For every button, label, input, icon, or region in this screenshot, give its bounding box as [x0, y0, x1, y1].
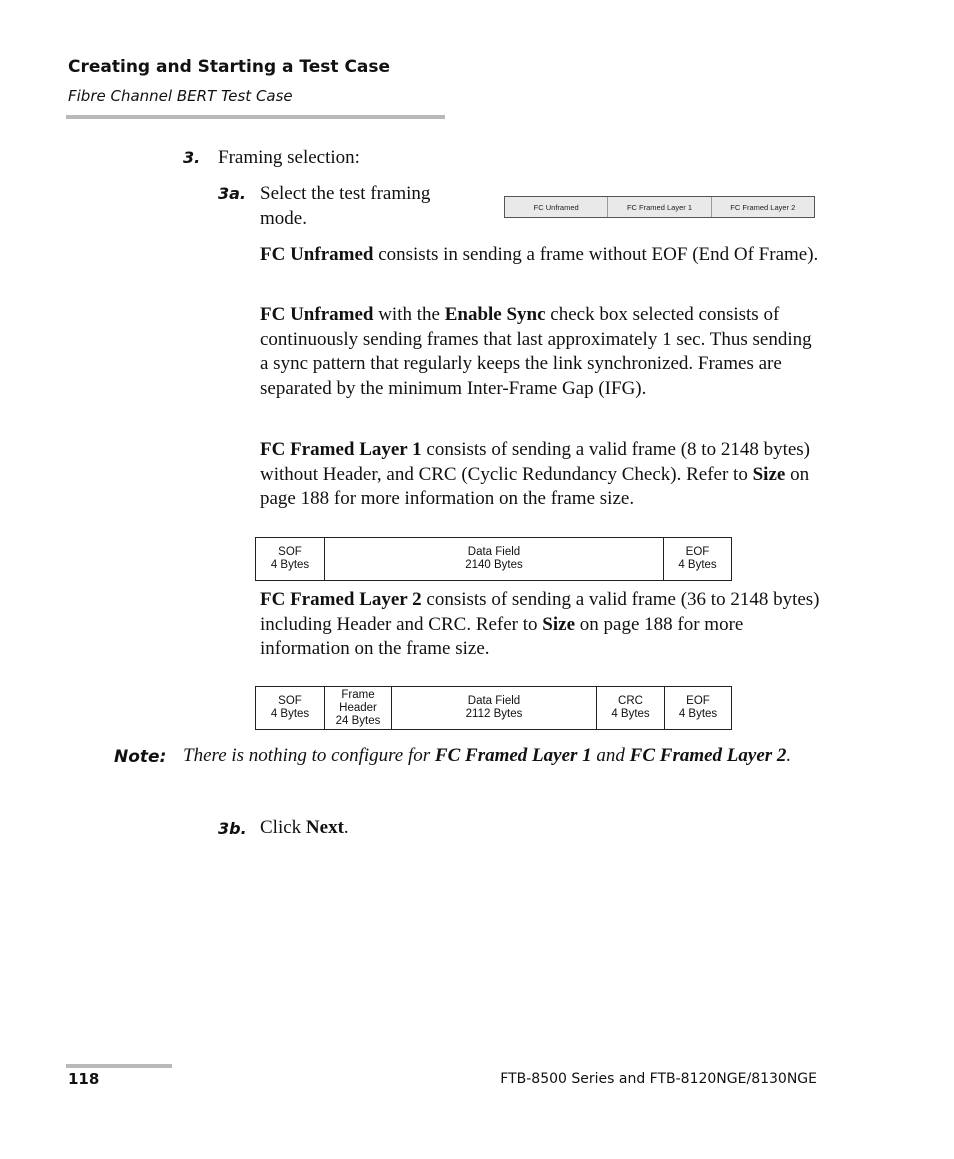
paragraph-text: check box selected consists of continuously sending frames that last approximately 1 sec. Thus sending a sync pattern that regularly keeps the link synchronized. Frames are separated by the minimum Inter-Frame Gap (IFG). — [260, 304, 812, 399]
cell-name: EOF — [685, 546, 710, 558]
term-fc-unframed: FC Unframed — [260, 304, 374, 325]
header-rule — [66, 115, 445, 119]
note-text-part: and — [591, 745, 630, 766]
frame-cell-crc — [597, 687, 665, 729]
paragraph-text: on page 188 for more information on the frame size. — [260, 613, 744, 660]
cell-name: EOF — [686, 695, 710, 707]
cell-size: 4 Bytes — [678, 708, 718, 720]
frame-cell-frame-header — [325, 687, 392, 729]
paragraph-text: with the — [373, 304, 445, 325]
paragraph-fc-framed-layer-2 — [260, 588, 820, 662]
cell-size: 4 Bytes — [678, 559, 717, 571]
frame-cell-sof — [255, 687, 325, 729]
cell-size: 4 Bytes — [270, 708, 310, 720]
note-text — [183, 744, 823, 769]
step-3-text: Framing selection: — [218, 147, 360, 168]
term-fc-framed-layer-1: FC Framed Layer 1 — [260, 439, 422, 460]
frame-cell-eof — [665, 687, 731, 729]
term-fc-framed-layer-1: FC Framed Layer 1 — [434, 745, 592, 766]
term-fc-unframed: FC Unframed — [260, 244, 374, 265]
paragraph-text: on page 188 for more information on the frame size. — [260, 463, 810, 510]
frame-diagram-layer-2 — [255, 686, 732, 730]
frame-diagram-layer-1 — [255, 537, 732, 581]
cell-name: Data Field — [467, 546, 521, 558]
cell-name: Data Field — [467, 695, 521, 707]
term-enable-sync: Enable Sync — [444, 304, 546, 325]
paragraph-text: consists of sending a valid frame (36 to 2148 bytes) including Header and CRC. Refer to — [260, 589, 820, 635]
term-fc-framed-layer-2: FC Framed Layer 2 — [260, 589, 422, 610]
footer-rule — [66, 1064, 172, 1068]
step-3a-text: Select the test framing mode. — [260, 183, 431, 229]
note-text-part: . — [786, 745, 792, 766]
cell-size: 4 Bytes — [611, 708, 650, 720]
cell-size: 24 Bytes — [335, 714, 381, 727]
product-name: FTB-8500 Series and FTB-8120NGE/8130NGE — [500, 1071, 817, 1087]
note-label: Note: — [114, 747, 167, 767]
tab-fc-unframed[interactable]: FC Unframed — [505, 197, 608, 217]
step-text: . — [343, 817, 349, 838]
step-3b-number: 3b. — [218, 819, 247, 838]
term-next: Next — [305, 817, 344, 838]
tab-fc-framed-layer-2[interactable]: FC Framed Layer 2 — [712, 197, 814, 217]
frame-cell-eof — [664, 538, 732, 580]
section-subtitle: Fibre Channel BERT Test Case — [68, 87, 293, 105]
paragraph-enable-sync — [260, 303, 820, 401]
frame-cell-data-field — [325, 538, 664, 580]
step-text: Click — [260, 817, 306, 838]
page-number: 118 — [68, 1070, 100, 1088]
cell-size: 2140 Bytes — [465, 559, 523, 571]
paragraph-fc-unframed — [260, 243, 820, 268]
cell-name: Frame Header — [339, 688, 377, 714]
chapter-title: Creating and Starting a Test Case — [68, 57, 391, 77]
note-text-part: There is nothing to configure for — [183, 745, 435, 766]
paragraph-text: consists of sending a valid frame (8 to 2148 bytes) without Header, and CRC (Cyclic Redundancy Check). Refer to — [260, 439, 811, 485]
term-fc-framed-layer-2: FC Framed Layer 2 — [629, 745, 787, 766]
cell-name: SOF — [278, 546, 302, 558]
cell-size: 4 Bytes — [270, 559, 310, 571]
term-size: Size — [752, 463, 786, 485]
cell-name: SOF — [278, 695, 302, 707]
term-size: Size — [542, 613, 576, 635]
paragraph-text: consists in sending a frame without EOF (End Of Frame). — [373, 244, 819, 265]
cell-size: 2112 Bytes — [465, 708, 523, 720]
paragraph-fc-framed-layer-1 — [260, 438, 820, 512]
step-3b-text — [260, 816, 349, 841]
cell-name: CRC — [618, 695, 643, 707]
frame-cell-sof — [255, 538, 325, 580]
step-3a-number: 3a. — [218, 184, 247, 203]
tab-fc-framed-layer-1[interactable]: FC Framed Layer 1 — [608, 197, 711, 217]
step-3-number: 3. — [183, 148, 201, 167]
framing-mode-tabs — [504, 196, 815, 218]
frame-cell-data-field — [392, 687, 597, 729]
